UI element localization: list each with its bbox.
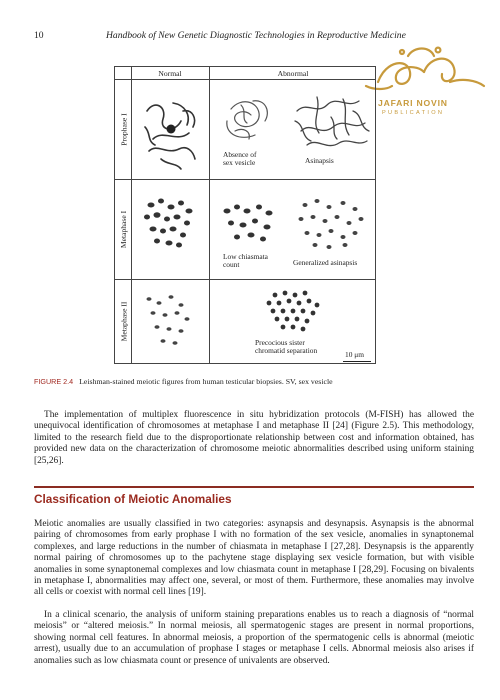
micrograph-metaphase-i-low-chiasmata bbox=[211, 181, 287, 277]
paragraph-mfish: The implementation of multiplex fluorescence in situ hybridization protocols (M-FISH) has allowed the unequivocal identification of chromosomes at metaphase I and metaphase II [24] (Figure 2.5). This methodology, limited to the research field due to the disproportionate relationship between cost and information obtained, has provided new data on the characterization of chromosome meiotic abnormalities described using uniform staining [25,26]. bbox=[34, 410, 474, 466]
section-heading: Classification of Meiotic Anomalies bbox=[34, 492, 232, 506]
figure-row-divider bbox=[115, 179, 375, 180]
caption-absence-sex-vesicle: Absence of sex vesicle bbox=[223, 150, 257, 168]
figure-column-divider bbox=[209, 67, 210, 363]
caption-low-chiasmata: Low chiasmata count bbox=[223, 252, 268, 270]
page-number: 10 bbox=[34, 30, 44, 41]
section-rule bbox=[34, 486, 474, 488]
scale-bar bbox=[343, 361, 371, 362]
figure-row-divider bbox=[115, 279, 375, 280]
caption-generalized-asinapsis: Generalized asinapsis bbox=[293, 258, 358, 267]
figure-label-divider bbox=[131, 67, 132, 363]
logo-subtitle: PUBLICATION bbox=[382, 110, 445, 116]
figure-caption-text: Leishman-stained meiotic figures from human testicular biopsies. SV, sex vesicle bbox=[79, 377, 333, 386]
paragraph-clinical: In a clinical scenario, the analysis of uniform staining preparations enables us to reach a diagnosis of “normal meiosis” or “altered meiosis.” In normal meiosis, all spermatogenic stages are present in normal proportions, showing normal cell features. In abnormal meiosis, a proportion of the spermatogenic cells is abnormal (meiotic arrest), usually due to an accumulation of prophase I stages or metaphase I cells. Abnormal meiosis also arises if anomalies such as low chiasmata count or presence of univalents are observed. bbox=[34, 610, 474, 666]
paragraph-classification: Meiotic anomalies are usually classified in two categories: asynapsis and desynapsis. Asynapsis is the abnormal pairing of chromosomes from early prophase I with no formation of the sex vesicle, anomalies in synaptonemal complexes, and large reductions in the number of chiasmata in metaphase I [27,28]. Desynapsis is the apparently normal pairing of chromosomes up to the pachytene stage displaying sex vesicle formation, but with visible anomalies in some synaptonemal complexes and low chiasmata count in metaphase I [28,29]. Focusing on bivalents in metaphase I, abnormalities may affect one, several, or most of them. Furthermore, these anomalies may involve all cells or coexist with normal cell lines [19]. bbox=[34, 519, 474, 598]
caption-precocious-separation: Precocious sister chromatid separation bbox=[255, 338, 318, 356]
micrograph-image bbox=[133, 281, 207, 361]
micrograph-image bbox=[133, 81, 207, 177]
micrograph-metaphase-ii-normal bbox=[133, 281, 207, 361]
running-title: Handbook of New Genetic Diagnostic Technologies in Reproductive Medicine bbox=[106, 30, 406, 41]
row-header-prophase-i: Prophase I bbox=[119, 112, 129, 146]
micrograph-prophase-absence-sex-vesicle bbox=[211, 81, 287, 177]
scale-bar-label: 10 μm bbox=[345, 350, 364, 359]
micrograph-metaphase-i-generalized-asinapsis bbox=[287, 181, 375, 277]
micrograph-metaphase-ii-precocious-separation bbox=[211, 281, 375, 363]
figure-caption bbox=[34, 377, 476, 386]
row-header-metaphase-ii: Metaphase II bbox=[119, 301, 129, 342]
micrograph-prophase-asinapsis bbox=[287, 81, 375, 177]
micrograph-metaphase-i-normal bbox=[133, 181, 207, 277]
column-header-abnormal: Abnormal bbox=[277, 69, 309, 78]
row-header-metaphase-i: Metaphase I bbox=[119, 210, 129, 248]
figure-meiotic-panels bbox=[114, 66, 376, 364]
logo-name: JAFARI NOVIN bbox=[378, 98, 448, 108]
figure-label: FIGURE 2.4 bbox=[34, 377, 74, 386]
micrograph-prophase-normal bbox=[133, 81, 207, 177]
column-header-normal: Normal bbox=[158, 69, 182, 78]
figure-header-divider bbox=[115, 79, 375, 80]
caption-asinapsis: Asinapsis bbox=[305, 156, 334, 165]
micrograph-image bbox=[133, 181, 207, 277]
